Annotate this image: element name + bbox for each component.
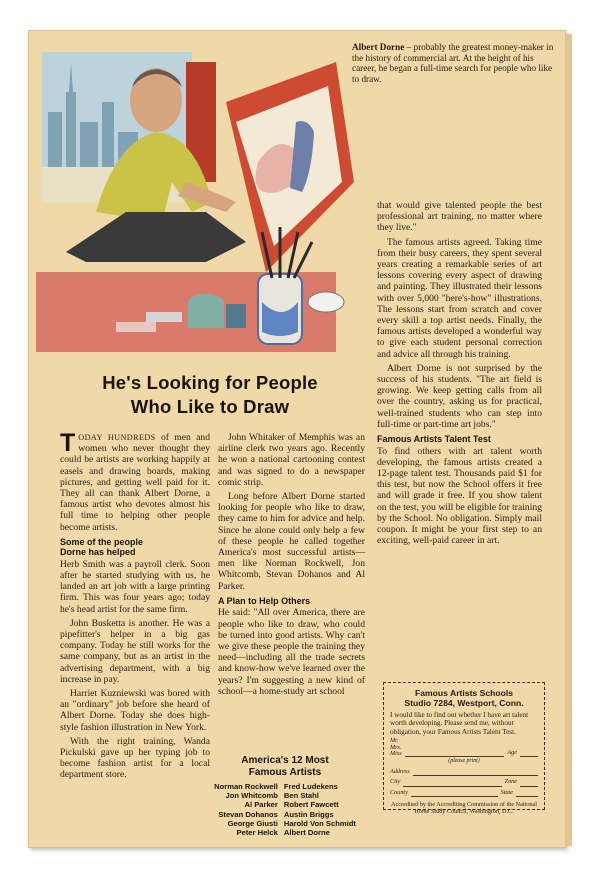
- artist-name: Peter Helck: [236, 828, 278, 838]
- coupon-address: Address: [390, 767, 410, 775]
- paragraph-he-said: He said: "All over America, there are people who like to draw, who could be turned into good artists. Why can't we give these people the training they need—including all the trade secrets and know-how we've learned over the years? I'm suggesting a new kind of school—a home-study art school: [218, 607, 365, 697]
- coupon-mr: Mr.: [390, 737, 399, 745]
- paragraph-john-whitaker: John Whitaker of Memphis was an airline clerk two years ago. Recently he won a national cartooning contest and was signed to do a newspaper comic strip.: [218, 432, 365, 488]
- artists-right-column: [284, 782, 356, 837]
- artist-name: Stevan Dohanos: [218, 809, 278, 819]
- paragraph-wanda: With the right training, Wanda Pickulski gave up her typing job to become fashion artist for a local department store.: [60, 735, 210, 781]
- intro-text: of men and women who never thought they could be artists are working happily at easels and drawing boards, making pictures, and getting well paid for it. They all can thank Albert Dorne, a famous artist who devotes almost his full time to helping other people become artists.: [60, 432, 210, 533]
- paragraph-john-busketta: John Busketta is another. He was a pipefitter's helper in a big gas company. Today he still works for the same company, but as an artist in the advertising department, with a big increase in pay.: [60, 617, 210, 685]
- subhead-line-1: Some of the people: [60, 536, 144, 547]
- coupon-state: State: [500, 788, 513, 796]
- coupon-zone: Zone: [504, 778, 517, 786]
- coupon-please-print: (please print): [448, 758, 480, 765]
- paint-tube: [146, 312, 182, 322]
- coupon-school-name: Famous Artists Schools: [414, 688, 514, 698]
- artists-left-column: [214, 782, 278, 837]
- text-column-3: [377, 200, 542, 549]
- subhead-plan: A Plan to Help Others: [218, 595, 311, 606]
- artist-name: Jon Whitcomb: [225, 791, 278, 801]
- artist-pants: [66, 212, 246, 262]
- subhead-talent-test: Famous Artists Talent Test: [377, 434, 491, 445]
- paragraph-not-surprised: Albert Dorne is not surprised by the success of his students. "The art field is growing. We keep getting calls from all over the country, asking us for practical, well-trained students who can step into full-time or part-time art jobs.": [377, 362, 542, 430]
- famous-artists-list: [200, 755, 370, 837]
- artist-name: Harold Von Schmidt: [283, 818, 356, 828]
- illustration-caption: [352, 42, 558, 84]
- paragraph-continued: that would give talented people the best professional art training, no matter where they live.": [377, 200, 542, 234]
- headline-line-2: Who Like to Draw: [130, 396, 290, 417]
- intro-paragraph: [60, 429, 210, 533]
- caption-text: – probably the greatest money-maker in the history of commercial art. At the height of his career, he began a full-time search for people who like to draw.: [352, 42, 554, 84]
- coupon-city-line[interactable]: [390, 778, 538, 786]
- artist-name: Austin Briggs: [283, 809, 334, 819]
- lead-caps: ODAY HUNDREDS: [78, 433, 156, 442]
- artists-title-line-1: America's 12 Most: [241, 755, 329, 766]
- coupon-county: County: [390, 788, 408, 796]
- coupon-school-address: Studio 7284, Westport, Conn.: [404, 698, 524, 708]
- albert-dorne-illustration: [36, 42, 366, 362]
- paragraph-talent-test: To find others with art talent worth developing, the famous artists created a 12-page talent test. Thousands paid $1 for this test, but now the School offers it free and will grade it free. If you show talent on the test, you will be eligible for training by the School. No obligation. Simply mail coupon. It might be your first step to an exciting, well-paid career in art.: [377, 445, 542, 547]
- coupon-city: City: [390, 778, 401, 786]
- coupon-miss: Miss: [390, 750, 402, 758]
- artist-name: Robert Fawcett: [283, 800, 339, 810]
- coupon-mrs: Mrs.: [390, 743, 402, 751]
- artist-name: Norman Rockwell: [214, 782, 278, 791]
- artist-name: Ben Stahl: [283, 791, 319, 801]
- coupon-county-line[interactable]: [390, 789, 538, 797]
- caption-name: Albert Dorne: [352, 42, 405, 52]
- subhead-people-helped: [60, 537, 210, 558]
- artist-name: Fred Ludekens: [283, 782, 338, 791]
- water-bowl: [308, 292, 344, 312]
- headline-line-1: He's Looking for People: [102, 372, 318, 393]
- coupon-body: I would like to find out whether I have art talent worth developing. Please send me, without obligation, your Famous Artists Talent Test.: [390, 711, 529, 736]
- artist-name: George Giusti: [227, 818, 278, 828]
- coupon-address-line[interactable]: [390, 768, 538, 776]
- headline: [60, 371, 360, 419]
- coupon-accreditation: Accredited by the Accrediting Commission of the National Home Study Council, Washington, D.C.: [391, 801, 537, 816]
- page-edge: [566, 34, 572, 846]
- paint-tube-2: [116, 322, 156, 332]
- text-column-1: [60, 429, 210, 784]
- coupon-name-line[interactable]: [390, 738, 538, 757]
- paint-jar-2: [226, 304, 246, 328]
- paragraph-long-before: Long before Albert Dorne started looking for people who like to draw, they came to him for advice and help. Since he alone could only help a few of these people he called together America's most successful artists—men like Norman Rockwell, Jon Whitcomb, Stevan Dohanos and Al Parker.: [218, 491, 365, 592]
- coupon-age: Age: [507, 749, 517, 757]
- artist-name: Al Parker: [244, 800, 278, 810]
- drop-cap: T: [60, 429, 76, 457]
- artists-title-line-2: Famous Artists: [248, 767, 322, 778]
- subhead-line-2: Dorne has helped: [60, 547, 136, 558]
- artist-name: Albert Dorne: [283, 828, 330, 838]
- paragraph-artists-agreed: The famous artists agreed. Taking time from their busy careers, they spent several years creating a remarkable series of art lessons covering every aspect of drawing and painting. They illustrated their lessons with over 5,000 "here's-how" illustrations. The lessons start from scratch and cover every skill a top artist needs. Finally, the famous artists developed a wonderful way to give each student personal correction and advice all through his training.: [377, 236, 542, 360]
- paragraph-harriet: Harriet Kuzniewski was bored with an "ordinary" job before she heard of Albert Dorne. Today she does high-style fashion illustration in New York.: [60, 688, 210, 733]
- paragraph-herb-smith: Herb Smith was a payroll clerk. Soon after he started studying with us, he landed an art job with a large printing firm. This was four years ago; today he's head artist for the same firm.: [60, 558, 210, 615]
- text-column-2: [218, 432, 365, 700]
- mail-coupon[interactable]: [383, 682, 545, 816]
